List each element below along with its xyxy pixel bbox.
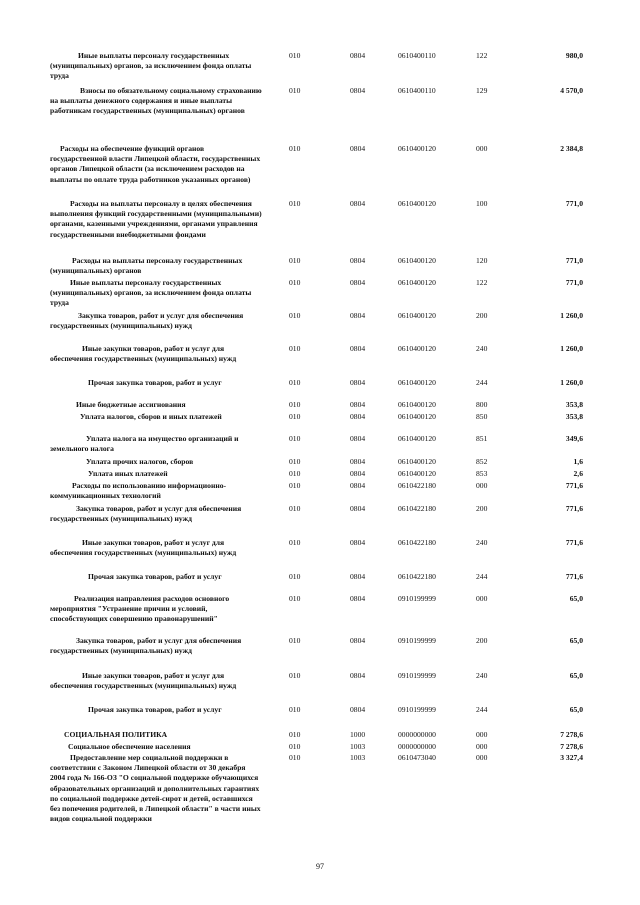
admin-code: 010 [289,457,301,466]
expense-type-code: 000 [476,481,488,490]
section-code: 0804 [350,412,366,421]
target-code: 0610400120 [398,400,436,409]
admin-code: 010 [289,730,301,739]
section-code: 0804 [350,705,366,714]
target-code: 0610400110 [398,86,436,95]
amount: 771,0 [565,199,583,208]
amount: 771,6 [565,481,583,490]
amount: 353,8 [565,400,583,409]
expense-type-code: 122 [476,51,488,60]
expense-type-code: 000 [476,742,488,751]
amount: 771,0 [565,256,583,265]
section-code: 0804 [350,378,366,387]
amount: 2 384,8 [560,144,583,153]
admin-code: 010 [289,256,301,265]
section-code: 0804 [350,538,366,547]
row-name: Реализация направления расходов основного мероприятия "Устранение причин и условий, способствующих совершению правонарушений" [50,594,230,624]
section-code: 0804 [350,572,366,581]
expense-type-code: 000 [476,730,488,739]
row-name: Иные бюджетные ассигнования [76,400,186,409]
admin-code: 010 [289,753,301,762]
amount: 65,0 [569,636,583,645]
section-code: 0804 [350,671,366,680]
target-code: 0610422180 [398,538,436,547]
target-code: 0610400120 [398,278,436,287]
target-code: 0610400120 [398,199,436,208]
target-code: 0610400120 [398,311,436,320]
target-code: 0610473040 [398,753,436,762]
row-name: Уплата налогов, сборов и иных платежей [80,412,222,421]
row-name: Иные закупки товаров, работ и услуг для обеспечения государственных (муниципальных) нужд [50,344,237,364]
amount: 353,8 [565,412,583,421]
amount: 7 278,6 [560,730,583,739]
row-name: Расходы по использованию информационно-коммуникационных технологий [50,481,227,501]
admin-code: 010 [289,481,301,490]
section-code: 1003 [350,753,366,762]
section-code: 0804 [350,311,366,320]
expense-type-code: 244 [476,378,488,387]
row-name: СОЦИАЛЬНАЯ ПОЛИТИКА [64,730,168,739]
amount: 980,0 [565,51,583,60]
admin-code: 010 [289,705,301,714]
row-name: Прочая закупка товаров, работ и услуг [88,572,222,581]
admin-code: 010 [289,504,301,513]
row-name: Иные выплаты персоналу государственных (муниципальных) органов, за исключением фонда оплаты труда [50,278,252,308]
admin-code: 010 [289,594,301,603]
amount: 1 260,0 [560,344,583,353]
row-name: Закупка товаров, работ и услуг для обеспечения государственных (муниципальных) нужд [50,636,242,656]
section-code: 0804 [350,594,366,603]
admin-code: 010 [289,572,301,581]
admin-code: 010 [289,538,301,547]
row-name: Расходы на выплаты персоналу государственных (муниципальных) органов [50,256,243,276]
amount: 65,0 [569,705,583,714]
expense-type-code: 129 [476,86,488,95]
section-code: 0804 [350,636,366,645]
section-code: 0804 [350,144,366,153]
amount: 349,6 [565,434,583,443]
target-code: 0610422180 [398,572,436,581]
expense-type-code: 122 [476,278,488,287]
target-code: 0610400120 [398,256,436,265]
amount: 7 278,6 [560,742,583,751]
row-name: Иные закупки товаров, работ и услуг для обеспечения государственных (муниципальных) нужд [50,671,237,691]
row-name: Уплата прочих налогов, сборов [86,457,194,466]
admin-code: 010 [289,412,301,421]
row-name: Социальное обеспечение населения [68,742,191,751]
section-code: 0804 [350,86,366,95]
expense-type-code: 120 [476,256,488,265]
admin-code: 010 [289,278,301,287]
admin-code: 010 [289,742,301,751]
target-code: 0610400120 [398,469,436,478]
expense-type-code: 000 [476,144,488,153]
row-name: Закупка товаров, работ и услуг для обеспечения государственных (муниципальных) нужд [50,311,244,331]
row-name: Расходы на выплаты персоналу в целях обеспечения выполнения функций государственными (муниципальными) органами, казенными учреждениями, органами управления государственными внебюджетными фондами [50,199,262,239]
expense-type-code: 200 [476,504,488,513]
target-code: 0000000000 [398,730,436,739]
expense-type-code: 200 [476,636,488,645]
admin-code: 010 [289,434,301,443]
target-code: 0910199999 [398,671,436,680]
amount: 771,6 [565,538,583,547]
target-code: 0610422180 [398,481,436,490]
admin-code: 010 [289,51,301,60]
section-code: 0804 [350,469,366,478]
expense-type-code: 852 [476,457,488,466]
amount: 771,6 [565,504,583,513]
target-code: 0910199999 [398,705,436,714]
section-code: 1003 [350,742,366,751]
target-code: 0610400120 [398,144,436,153]
amount: 771,0 [565,278,583,287]
page-number: 97 [316,862,324,871]
expense-type-code: 850 [476,412,488,421]
target-code: 0610400120 [398,412,436,421]
admin-code: 010 [289,86,301,95]
admin-code: 010 [289,671,301,680]
admin-code: 010 [289,636,301,645]
admin-code: 010 [289,378,301,387]
target-code: 0610400120 [398,434,436,443]
target-code: 0610400110 [398,51,436,60]
admin-code: 010 [289,199,301,208]
amount: 1 260,0 [560,378,583,387]
expense-type-code: 244 [476,705,488,714]
expense-type-code: 200 [476,311,488,320]
target-code: 0610400120 [398,378,436,387]
row-name: Прочая закупка товаров, работ и услуг [88,378,222,387]
amount: 771,6 [565,572,583,581]
admin-code: 010 [289,311,301,320]
target-code: 0910199999 [398,594,436,603]
expense-type-code: 853 [476,469,488,478]
amount: 2,6 [573,469,583,478]
amount: 65,0 [569,671,583,680]
expense-type-code: 800 [476,400,488,409]
section-code: 0804 [350,481,366,490]
section-code: 0804 [350,400,366,409]
row-name: Предоставление мер социальной поддержки в соответствии с Законом Липецкой области от 30 декабря 2004 года № 166-ОЗ "О социальной поддержке обучающихся образовательных организаций и дополнительных гарантиях по социальной поддержке детей-сирот и детей, оставшихся без попечения родителей, в Липецкой области" в части иных видов социальной поддержки [50,753,261,824]
row-name: Иные выплаты персоналу государственных (муниципальных) органов, за исключением фонда оплаты труда [50,51,252,81]
expense-type-code: 240 [476,538,488,547]
section-code: 1000 [350,730,366,739]
expense-type-code: 851 [476,434,488,443]
target-code: 0610400120 [398,344,436,353]
row-name: Уплата иных платежей [88,469,168,478]
section-code: 0804 [350,504,366,513]
expense-type-code: 100 [476,199,488,208]
row-name: Уплата налога на имущество организаций и земельного налога [50,434,239,454]
section-code: 0804 [350,344,366,353]
expense-type-code: 000 [476,594,488,603]
target-code: 0610422180 [398,504,436,513]
row-name: Взносы по обязательному социальному страхованию на выплаты денежного содержания и иные выплаты работникам государственных (муниципальных) органов [50,86,262,116]
section-code: 0804 [350,278,366,287]
admin-code: 010 [289,469,301,478]
section-code: 0804 [350,434,366,443]
amount: 65,0 [569,594,583,603]
expense-type-code: 240 [476,344,488,353]
section-code: 0804 [350,457,366,466]
amount: 1 260,0 [560,311,583,320]
row-name: Расходы на обеспечение функций органов государственной власти Липецкой области, государственных органов Липецкой области (за исключением расходов на выплаты по оплате труда работников указанных органов) [50,144,261,184]
target-code: 0000000000 [398,742,436,751]
section-code: 0804 [350,199,366,208]
admin-code: 010 [289,144,301,153]
amount: 4 570,0 [560,86,583,95]
expense-type-code: 240 [476,671,488,680]
row-name: Закупка товаров, работ и услуг для обеспечения государственных (муниципальных) нужд [50,504,242,524]
expense-type-code: 244 [476,572,488,581]
target-code: 0910199999 [398,636,436,645]
section-code: 0804 [350,256,366,265]
row-name: Иные закупки товаров, работ и услуг для обеспечения государственных (муниципальных) нужд [50,538,237,558]
section-code: 0804 [350,51,366,60]
row-name: Прочая закупка товаров, работ и услуг [88,705,222,714]
expense-type-code: 000 [476,753,488,762]
admin-code: 010 [289,400,301,409]
target-code: 0610400120 [398,457,436,466]
amount: 3 327,4 [560,753,583,762]
amount: 1,6 [573,457,583,466]
admin-code: 010 [289,344,301,353]
